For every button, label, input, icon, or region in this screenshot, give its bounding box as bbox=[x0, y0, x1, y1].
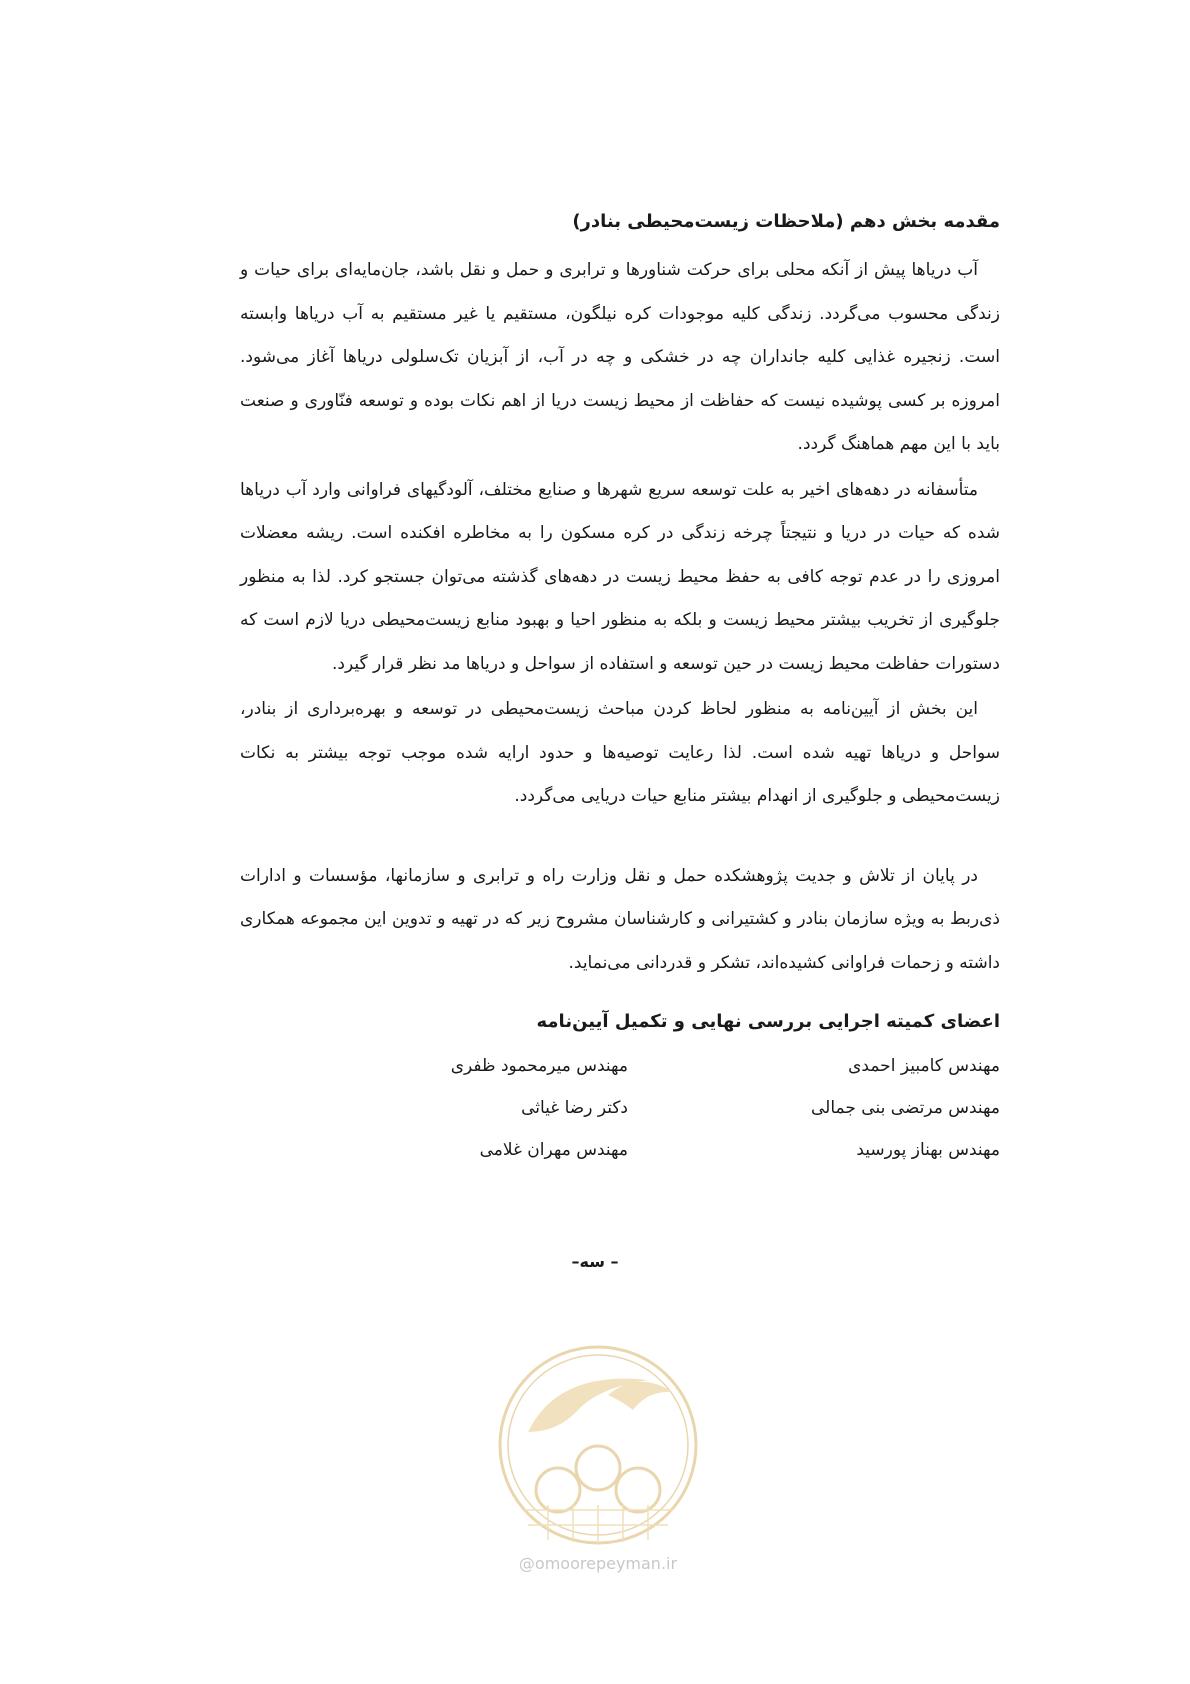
member-name: مهندس بهناز پورسید bbox=[856, 1140, 1000, 1160]
committee-members bbox=[240, 1045, 1000, 1171]
intro-paragraph-2: متأسفانه در دهه‌های اخیر به علت توسعه سریع شهرها و صنایع مختلف، آلودگیهای فراوانی وارد آب دریاها شده که حیات در دریا و نتیجتاً چرخه زندگی در کره مسکون را به مخاطره افکنده است. ریشه معضلات امروزی را در عدم توجه کافی به حفظ محیط زیست در دهه‌های گذشته می‌توان جستجو کرد. لذا به منظور جلوگیری از تخریب بیشتر محیط زیست و بلکه به منظور احیا و بهبود منابع زیست‌محیطی دریا لازم است که دستورات حفاظت محیط زیست در حین توسعه و استفاده از سواحل و دریاها مد نظر قرار گیرد. bbox=[240, 479, 1000, 674]
intro-paragraph-3: این بخش از آیین‌نامه به منظور لحاظ کردن مباحث زیست‌محیطی در توسعه و بهره‌برداری از بنادر، سواحل و دریاها تهیه شده است. لذا رعایت توصیه‌ها و حدود ارایه شده موجب توجه بیشتر به نکات زیست‌محیطی و جلوگیری از انهدام بیشتر منابع حیات دریایی می‌گردد. bbox=[240, 699, 1000, 806]
acknowledgement-paragraph: در پایان از تلاش و جدیت پژوهشکده حمل و نقل وزارت راه و ترابری و سازمانها، مؤسسات و ادارات ذی‌ربط به ویژه سازمان بنادر و کشتیرانی و کارشناسان مشروح زیر که در تهیه و تدوین این مجموعه همکاری داشته و زحمات فراوانی کشیده‌اند، تشکر و قدردانی می‌نماید. bbox=[240, 865, 1000, 973]
page-number: – سه– bbox=[571, 1252, 619, 1271]
watermark-url: @omoorepeyman.ir bbox=[518, 1554, 678, 1573]
watermark-emblem-icon bbox=[488, 1340, 708, 1550]
member-name: مهندس میرمحمود ظفری bbox=[450, 1056, 628, 1076]
spacer bbox=[240, 819, 1000, 855]
section-title: مقدمه بخش دهم (ملاحظات زیست‌محیطی بنادر) bbox=[572, 211, 1000, 232]
committee-title: اعضای کمیته اجرایی بررسی نهایی و تکمیل آیین‌نامه bbox=[536, 1011, 1000, 1032]
member-name: دکتر رضا غیاثی bbox=[521, 1098, 628, 1118]
member-name: مهندس کامبیز احمدی bbox=[848, 1056, 1000, 1076]
member-name: مهندس مهران غلامی bbox=[479, 1140, 628, 1160]
watermark-logo bbox=[488, 1340, 708, 1580]
intro-paragraph-1: آب دریاها پیش از آنکه محلی برای حرکت شناورها و ترابری و حمل و نقل باشد، جان‌مایه‌ای برای حیات و زندگی محسوب می‌گردد. زندگی کلیه موجودات کره نیلگون، مستقیم یا غیر مستقیم به آب دریاها وابسته است. زنجیره غذایی کلیه جانداران چه در خشکی و چه در آب، از آبزیان تک‌سلولی دریاها آغاز می‌شود. امروزه بر کسی پوشیده نیست که حفاظت از محیط زیست دریا از اهم نکات بوده و توسعه فنّاوری و صنعت باید با این مهم هماهنگ گردد. bbox=[240, 260, 1000, 454]
document-page bbox=[240, 205, 1000, 1171]
member-name: مهندس مرتضی بنی جمالی bbox=[811, 1098, 1000, 1118]
